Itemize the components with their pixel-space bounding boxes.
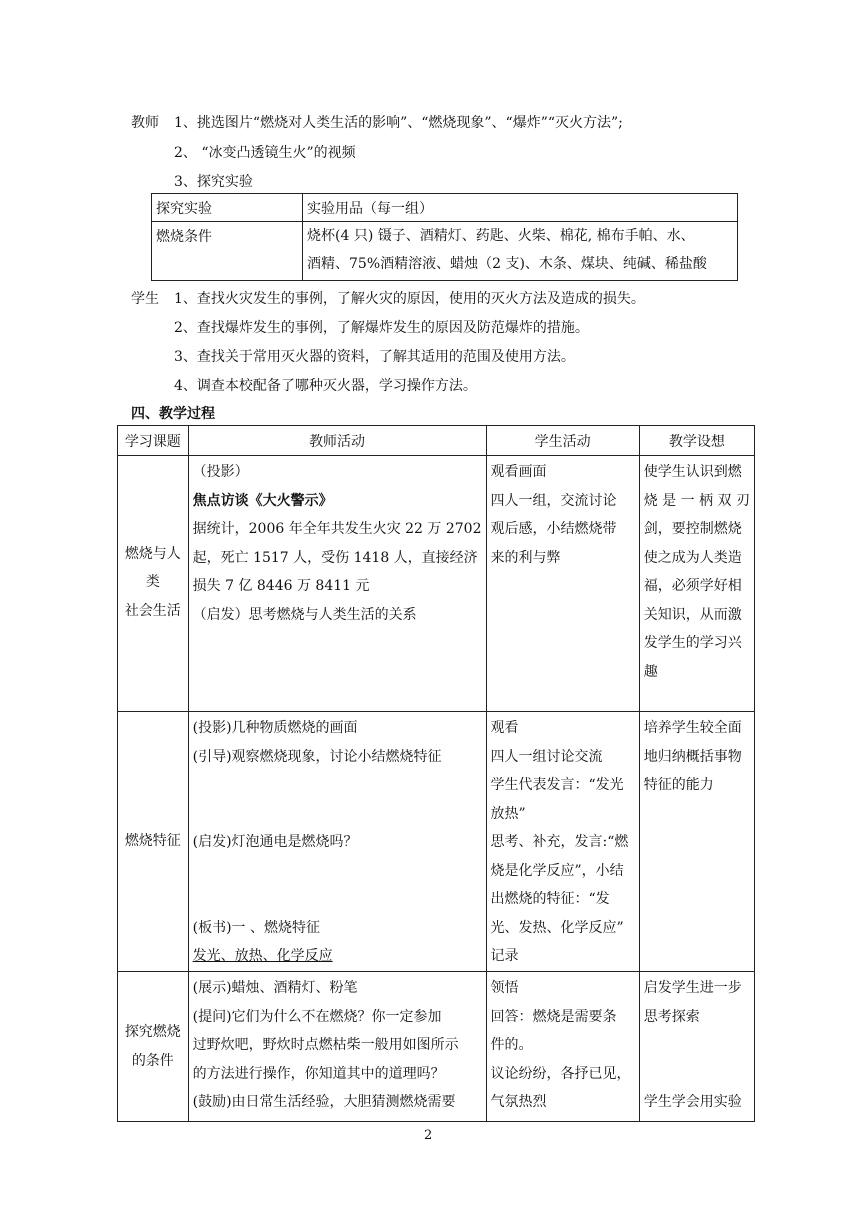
supplies-line: 烧杯(4 只) 镊子、酒精灯、药匙、火柴、棉花, 棉布手帕、水、 [307,228,695,244]
design-line: 关知识，从而激 [643,606,742,623]
student-cell [486,972,639,1122]
header-design: 教学设想 [639,426,754,456]
teacher-item-1: 1、挑选图片“燃烧对人类生活的影响”、“燃烧现象”、“爆炸”“灭火方法”; [174,115,623,131]
design-line: 培养学生较全面 [643,720,742,736]
design-line: 思考探索 [643,1008,700,1025]
student-cell [486,712,639,972]
design-line: 使之成为人类造 [643,549,742,566]
teacher-line: (展示)蜡烛、酒精灯、粉笔 [192,980,358,996]
teacher-item-3: 3、探究实验 [174,174,253,190]
student-item-3: 3、查找关于常用灭火器的资料，了解其适用的范围及使用方法。 [174,349,575,365]
topic-line: 的条件 [131,1052,174,1069]
teacher-cell [188,972,486,1122]
design-line: 烧 是 一 柄 双 刃 [643,492,750,509]
teacher-line [193,885,482,914]
design-line: 福，必须学好相 [643,578,742,594]
topic-cell [118,456,189,712]
design-line: 特征的能力 [643,777,714,793]
section-title: 四、教学过程 [131,406,215,422]
design-cell [639,456,754,712]
header-student: 学生活动 [486,426,639,456]
teacher-line: （启发）思考燃烧与人类生活的关系 [192,606,417,623]
student-cell [486,456,639,712]
design-line: 趣 [643,663,658,680]
student-item-1: 1、查找火灾发生的事例，了解火灾的原因，使用的灭火方法及造成的损失。 [174,291,645,307]
topic-line: 类 [145,574,160,591]
teacher-line: (提问)它们为什么不在燃烧？你一定参加 [192,1008,442,1025]
design-line: 学生学会用实验 [643,1094,742,1110]
teacher-line [193,771,482,800]
student-line: 观看画面 [490,464,547,480]
teacher-line: 据统计，2006 年全年共发生火灾 22 万 2702 [192,521,482,537]
student-line: 放热” [490,805,526,822]
header-topic: 学习课题 [118,426,189,456]
topic-cell [118,972,189,1122]
teacher-line [193,857,482,886]
student-label: 学生 [131,291,159,307]
student-line: 四人一组讨论交流 [490,748,603,765]
design-line: 地归纳概括事物 [643,748,742,765]
topic-line: 燃烧特征 [124,833,181,850]
student-line: 来的利与弊 [490,549,561,566]
teacher-line: 过野炊吧，野炊时点燃枯柴一般用如图所示 [192,1037,459,1053]
supplies-line: 酒精、75%酒精溶液、蜡烛（2 支)、木条、煤块、纯碱、稀盐酸 [307,256,707,272]
student-line: 气氛热烈 [490,1094,547,1110]
experiment-row-supplies [303,222,738,281]
student-line: 观看 [490,720,519,736]
teacher-cell [188,712,486,972]
student-item-4: 4、调查本校配备了哪种灭火器，学习操作方法。 [174,378,477,394]
teacher-line: (启发)灯泡通电是燃烧吗？ [192,834,358,850]
student-line: 四人一组，交流讨论 [490,492,617,509]
topic-line: 燃烧与人 [124,545,181,562]
teacher-line: 的方法进行操作，你知道其中的道理吗？ [192,1065,445,1082]
topic-line: 社会生活 [124,602,181,619]
student-line: 件的。 [490,1037,533,1053]
design-line: 使学生认识到燃 [643,464,742,480]
design-cell [639,712,754,972]
process-table [117,425,755,1122]
teacher-line: 起，死亡 1517 人，受伤 1418 人，直接经济 [192,549,478,566]
experiment-header-name: 探究实验 [152,194,303,222]
student-line: 光、发热、化学反应” [490,919,624,936]
teacher-line: （投影） [192,464,249,480]
student-line: 领悟 [490,980,519,996]
student-line: 出燃烧的特征：“发 [490,891,610,907]
experiment-table [151,193,738,281]
student-line: 烧是化学反应”，小结 [490,862,624,879]
student-line: 记录 [490,948,519,964]
teacher-line: (鼓励)由日常生活经验，大胆猜测燃烧需要 [192,1094,456,1110]
design-line: 发学生的学习兴 [643,635,742,651]
design-line [644,1031,750,1060]
teacher-label: 教师 [131,115,159,131]
design-cell [639,972,754,1122]
teacher-line [193,800,482,829]
page-number: 2 [424,1128,433,1143]
teacher-line: 损失 7 亿 8446 万 8411 元 [192,578,370,594]
topic-line: 探究燃烧 [124,1024,181,1040]
design-line [644,1060,750,1089]
design-line: 启发学生进一步 [643,980,742,996]
teacher-line-underlined: 发光、放热、化学反应 [192,948,333,964]
student-line: 议论纷纷，各抒已见， [490,1065,631,1082]
teacher-line-bold: 焦点访谈《大火警示》 [192,492,333,509]
student-line: 回答：燃烧是需要条 [490,1008,617,1025]
experiment-row-name: 燃烧条件 [152,222,303,281]
teacher-item-2: 2、 “冰变凸透镜生火”的视频 [174,145,356,161]
student-line: 学生代表发言：“发光 [490,777,624,793]
student-line: 观后感，小结燃烧带 [490,521,617,537]
student-line: 思考、补充，发言:“燃 [490,834,629,850]
teacher-cell [188,456,486,712]
design-line: 剑，要控制燃烧 [643,521,742,537]
student-item-2: 2、查找爆炸发生的事例，了解爆炸发生的原因及防范爆炸的措施。 [174,320,589,336]
header-teacher: 教师活动 [188,426,486,456]
topic-cell [118,712,189,972]
experiment-header-supplies: 实验用品（每一组） [303,194,738,222]
teacher-line: (投影)几种物质燃烧的画面 [192,720,358,736]
teacher-line: (板书)一 、燃烧特征 [192,919,320,936]
teacher-line: (引导)观察燃烧现象，讨论小结燃烧特征 [192,748,442,765]
